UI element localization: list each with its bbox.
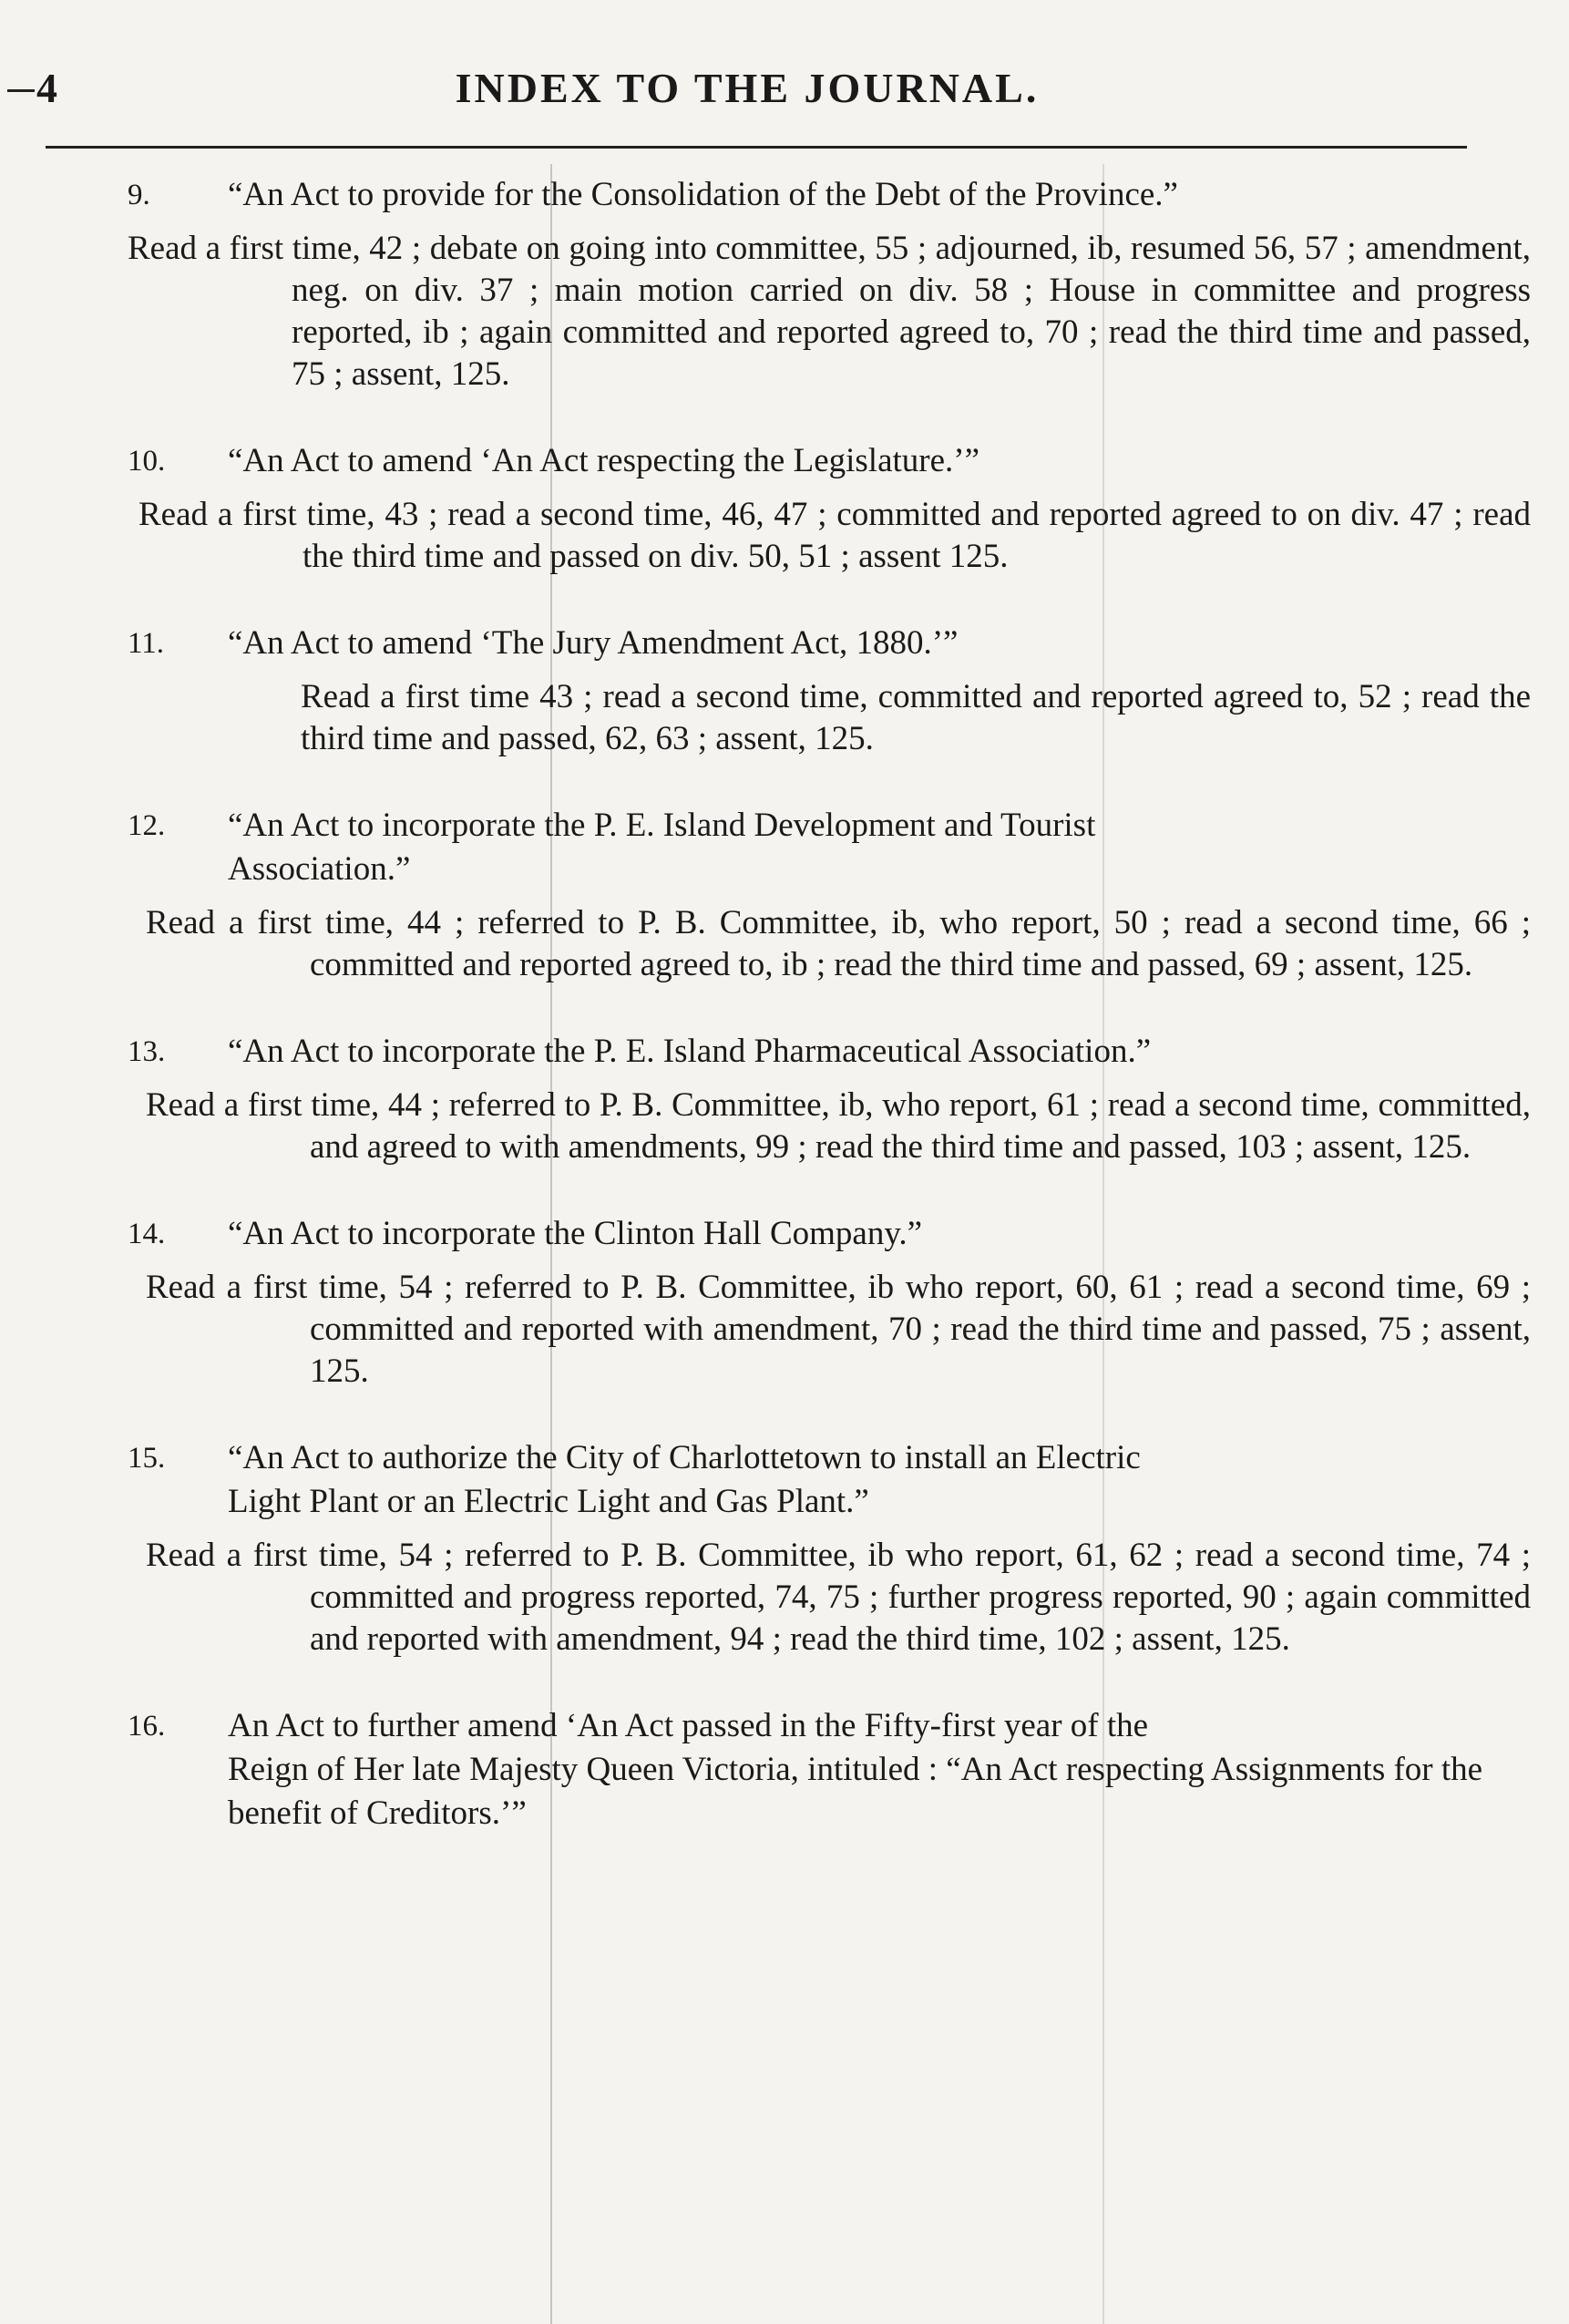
entry-number: 14. <box>128 1218 166 1250</box>
entry-title-continuation <box>128 848 1531 891</box>
page-header <box>36 55 1458 128</box>
entry-title-text: Association.” <box>228 850 411 888</box>
entry-title <box>128 439 1531 483</box>
entry-body: Read a first time, 44 ; referred to P. B. Committee, ib, who report, 50 ; read a second time, 66 ; committed and reported agreed to, ib ; read the third time and passed, 69 ; assent, 125. <box>146 904 1531 983</box>
entry-title-continuation <box>128 1748 1531 1836</box>
entry-body: Read a first time, 54 ; referred to P. B. Committee, ib who report, 61, 62 ; read a second time, 74 ; committed and progress reported, 74, 75 ; further progress reported, 90 ; again committed and reported with amendment, 94 ; read the third time, 102 ; assent, 125. <box>146 1537 1531 1658</box>
index-entry <box>128 622 1531 760</box>
entry-number: 12. <box>128 809 166 842</box>
entry-number: 10. <box>128 445 166 478</box>
index-entry <box>128 439 1531 578</box>
entry-title-text: An Act to further amend ‘An Act passed in the Fifty-first year of the <box>228 1707 1149 1744</box>
entry-title <box>128 1704 1531 1748</box>
entry-title-continuation <box>128 1480 1531 1524</box>
entry-number: 15. <box>128 1442 166 1475</box>
entry-number-spacer <box>128 1748 228 1836</box>
entry-title-text: “An Act to provide for the Consolidation of the Debt of the Province.” <box>228 176 1178 213</box>
entry-number: 11. <box>128 627 165 660</box>
entry-title-text: “An Act to incorporate the Clinton Hall Company.” <box>228 1215 923 1252</box>
entry-title-text: “An Act to authorize the City of Charlottetown to install an Electric <box>228 1439 1141 1476</box>
entry-title <box>128 622 1531 665</box>
entry-body: Read a first time 43 ; read a second time, committed and reported agreed to, 52 ; read the third time and passed, 62, 63 ; assent, 125. <box>301 678 1531 757</box>
entry-number-spacer <box>128 848 228 891</box>
entry-title <box>128 804 1531 848</box>
entry-number-spacer <box>128 1480 228 1524</box>
entry-title-text: “An Act to incorporate the P. E. Island Pharmaceutical Association.” <box>228 1033 1152 1070</box>
index-entry <box>128 173 1531 396</box>
entry-title-text: “An Act to amend ‘The Jury Amendment Act, 1880.’” <box>228 624 959 662</box>
entry-body: Read a first time, 43 ; read a second time, 46, 47 ; committed and reported agreed to on div. 47 ; read the third time and passed on div. 50, 51 ; assent 125. <box>138 496 1531 575</box>
entry-number: 9. <box>128 179 150 211</box>
header-rule <box>46 146 1467 149</box>
entry-title-text: Reign of Her late Majesty Queen Victoria, intituled : “An Act respecting Assignments for the benefit of Creditors.’” <box>228 1751 1483 1832</box>
entry-body: Read a first time, 54 ; referred to P. B. Committee, ib who report, 60, 61 ; read a second time, 69 ; committed and reported with amendment, 70 ; read the third time and passed, 75 ; assent, 125. <box>146 1269 1531 1390</box>
index-entry <box>128 1436 1531 1661</box>
margin-mark <box>7 89 35 92</box>
entry-title <box>128 1030 1531 1074</box>
index-entry <box>128 1704 1531 1836</box>
entry-body: Read a first time, 44 ; referred to P. B. Committee, ib, who report, 61 ; read a second time, committed, and agreed to with amendments, 99 ; read the third time and passed, 103 ; assent, 125. <box>146 1086 1531 1166</box>
index-entry <box>128 1030 1531 1168</box>
index-entries <box>128 173 1531 1879</box>
entry-title <box>128 1436 1531 1480</box>
entry-title-text: “An Act to incorporate the P. E. Island Development and Tourist <box>228 807 1096 844</box>
page-title: INDEX TO THE JOURNAL. <box>455 65 1040 111</box>
entry-number: 16. <box>128 1710 166 1743</box>
entry-title <box>128 1212 1531 1256</box>
index-entry <box>128 804 1531 986</box>
entry-title-text: “An Act to amend ‘An Act respecting the Legislature.’” <box>228 442 980 479</box>
index-entry <box>128 1212 1531 1393</box>
entry-number: 13. <box>128 1035 166 1068</box>
entry-title-text: Light Plant or an Electric Light and Gas Plant.” <box>228 1483 869 1520</box>
page-number: 4 <box>36 65 57 111</box>
entry-body: Read a first time, 42 ; debate on going into committee, 55 ; adjourned, ib, resumed 56, 57 ; amendment, neg. on div. 37 ; main motion carried on div. 58 ; House in committee and progress reported, ib ; again committed and reported agreed to, 70 ; read the third time and passed, 75 ; assent, 125. <box>128 230 1531 393</box>
entry-title <box>128 173 1531 217</box>
